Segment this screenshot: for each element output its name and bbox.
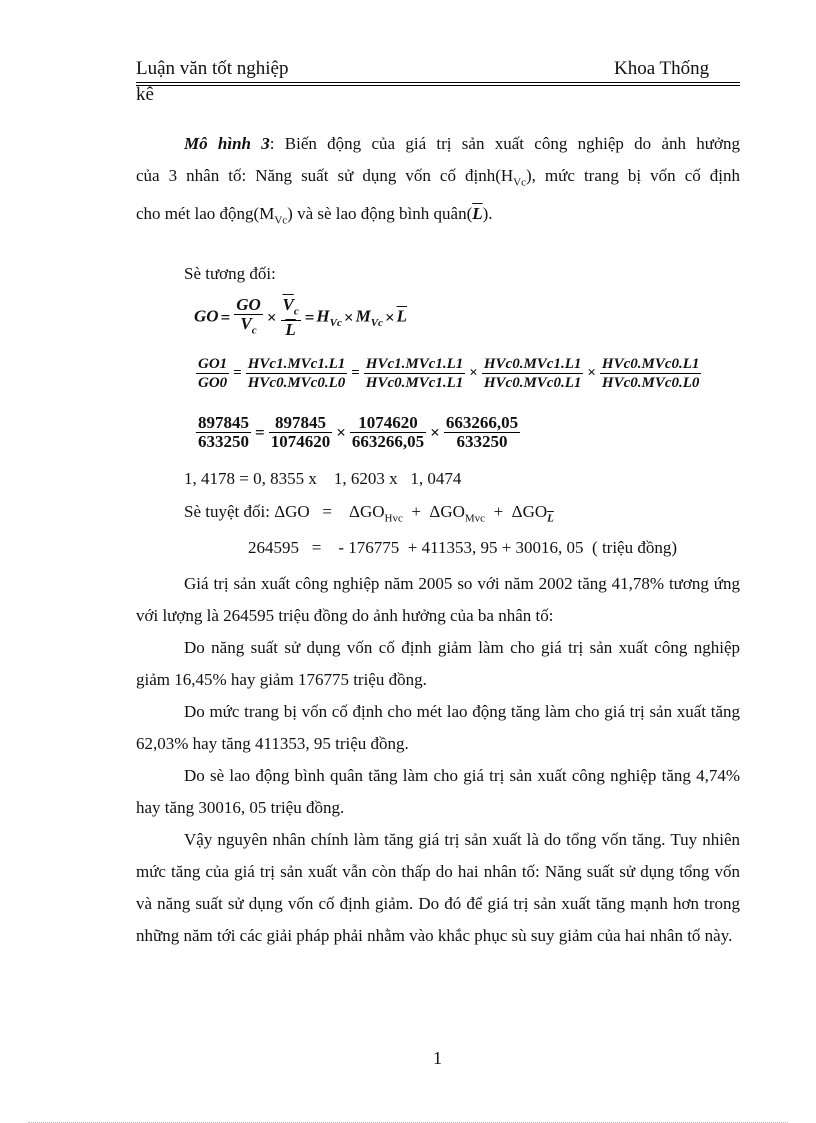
header-rule-bottom [136, 85, 740, 86]
header-rule-top [136, 82, 740, 83]
paragraph-5: Vậy nguyên nhân chính làm tăng giá trị sản xuất là do tổng vốn tăng. Tuy nhiên mức tăng của giá trị sản xuất vẫn còn thấp do hai nhân tố: Năng suất sử dụng tổng vốn và năng suất sử dụng vốn cố định giảm. Do đó để giá trị sản xuất tăng mạnh hơn trong những năm tới các giải pháp phải nhằm vào khắc phục sù suy giảm của hai nhân tố này. [136, 830, 740, 945]
paragraph-4: Do sè lao động bình quân tăng làm cho giá trị sản xuất công nghiệp tăng 4,74% hay tăng 30016, 05 triệu đồng. [136, 766, 740, 817]
intro-line-3: cho mét lao $động(M_{Vc})$ và sè lao động bình $quân(\overline{L})$. [136, 204, 493, 227]
paragraph-3: Do mức trang bị vốn cố định cho mét lao động tăng làm cho giá trị sản xuất tăng 62,03% hay tăng 411353, 95 triệu đồng. [136, 702, 740, 753]
header-left: Luận văn tốt nghiệp [136, 58, 289, 79]
intro-paragraph [136, 128, 740, 237]
model-label: Mô hình 3 [184, 134, 270, 153]
header-continuation: kê [136, 84, 154, 105]
page-number: 1 [433, 1048, 442, 1068]
formula-3: $\frac{897845}{633250}$ = $\frac{897845}{1074620}$ × $\frac{1074620}{663266,05}$ × $\frac{663266,05}{633250}$ [198, 413, 519, 451]
relative-label: Sè tương đối: [184, 264, 276, 283]
intro-line-1: Mô hình 3: Biến động của giá trị sản xuất công nghiệp do ảnh hưởng [184, 134, 740, 153]
paragraph-2: Do năng suất sử dụng vốn cố định giảm làm cho giá trị sản xuất công nghiệp giảm 16,45% hay giảm 176775 triệu đồng. [136, 638, 740, 689]
ratio-line: 1, 4178 = 0, 8355 x 1, 6203 x 1, 0474 [184, 469, 462, 488]
header-right: Khoa Thống [614, 58, 710, 79]
formula-2: $\frac{GO1}{GO0}$ = $\frac{\text{HVc1.MVc1.L1}}{\text{HVc0.MVc0.L0}}$ = $\frac{\text{HVc1.MVc1.L1}}{\text{HVc0.MVc1.L1}}$ × $\frac{\text{HVc0.MVc1.L1}}{\text{HVc0.MVc0.L1}}$ × $\frac{\text{HVc0.MVc0.L1}}{\text{HVc0.MVc0.L0}}$ [198, 356, 700, 391]
formula-1: GO = $\frac{GO}{V_c}$ × $\frac{\overline{V}_c}{L}$ = $H_{Vc} \times M_{Vc} \times \overline{L}$ [194, 295, 408, 340]
body-paragraphs [136, 568, 740, 952]
absolute-line: Sè tuyệt đối: ΔGO = $\Delta GO_{Hvc} + \Delta GO_{Mvc} + \Delta GO_{\overline{L}}$ [184, 502, 554, 525]
absolute-values: 264595 = - 176775 + 411353, 95 + 30016, 05 ( triệu đồng) [248, 538, 678, 557]
paragraph-1: Giá trị sản xuất công nghiệp năm 2005 so với năm 2002 tăng 41,78% tương ứng với lượng là 264595 triệu đồng do ảnh hưởng của ba nhân tố: [136, 574, 740, 625]
intro-line-2: của 3 nhân tố: Năng suất sử dụng vốn cố $định(H_{Vc})$, mức trang bị vốn cố định [136, 166, 740, 189]
